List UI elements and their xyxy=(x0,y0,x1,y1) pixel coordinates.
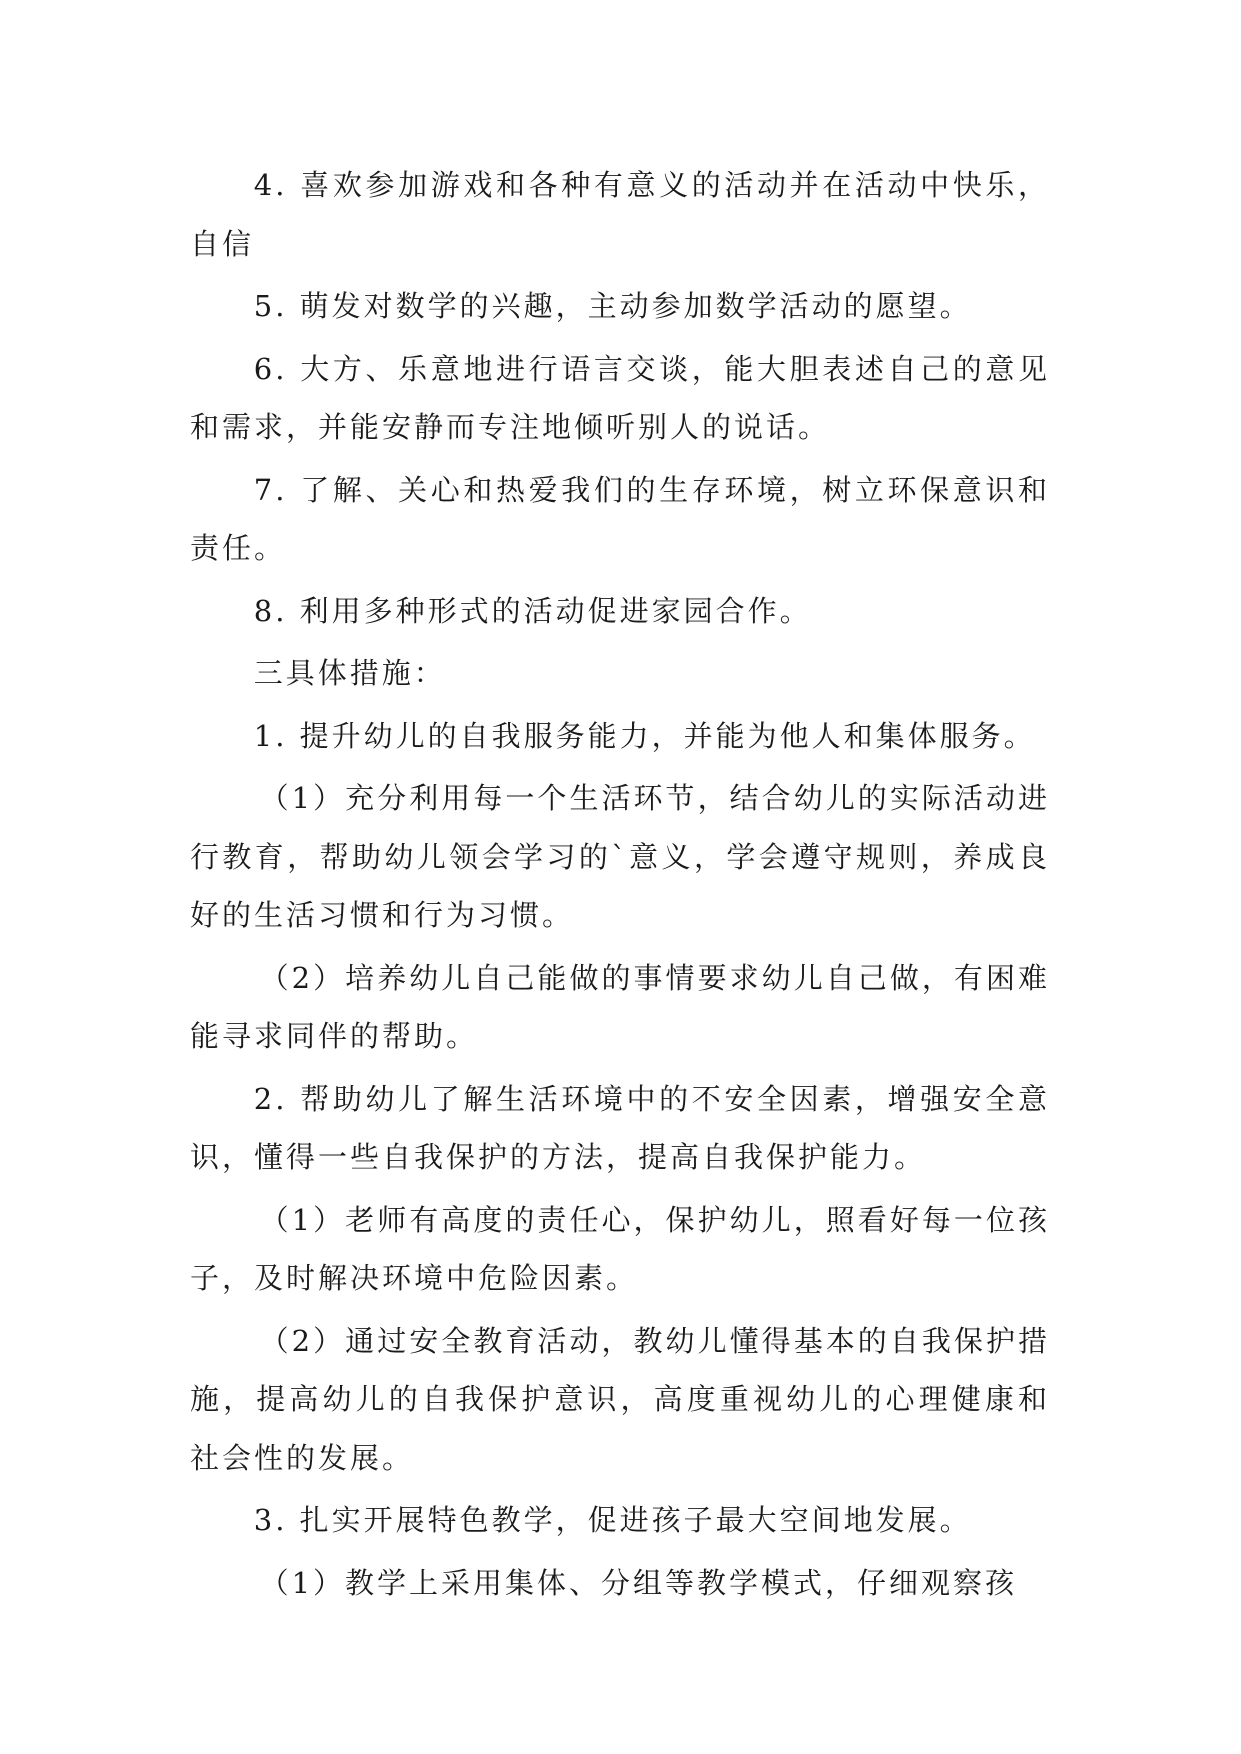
paragraph-measure-1-sub-2: （2）培养幼儿自己能做的事情要求幼儿自己做，有困难能寻求同伴的帮助。 xyxy=(190,960,1050,1053)
paragraph-item-5: 5. 萌发对数学的兴趣，主动参加数学活动的愿望。 xyxy=(253,289,972,323)
paragraph-measure-2-sub-1: （1）老师有高度的责任心，保护幼儿，照看好每一位孩子，及时解决环境中危险因素。 xyxy=(190,1202,1050,1295)
paragraph-item-8: 8. 利用多种形式的活动促进家园合作。 xyxy=(253,593,812,628)
paragraph-item-6: 6. 大方、乐意地进行语言交谈，能大胆表述自己的意见和需求，并能安静而专注地倾听别人的说话。 xyxy=(190,351,1050,444)
paragraph-measure-2-sub-2: （2）通过安全教育活动，教幼儿懂得基本的自我保护措施，提高幼儿的自我保护意识，高度重视幼儿的心理健康和社会性的发展。 xyxy=(190,1323,1050,1475)
paragraph-item-7: 7. 了解、关心和热爱我们的生存环境，树立环保意识和责任。 xyxy=(190,472,1050,565)
section-heading-measures: 三具体措施： xyxy=(253,656,446,690)
paragraph-measure-2: 2. 帮助幼儿了解生活环境中的不安全因素，增强安全意识，懂得一些自我保护的方法，提高自我保护能力。 xyxy=(190,1081,1050,1174)
paragraph-measure-1: 1. 提升幼儿的自我服务能力，并能为他人和集体服务。 xyxy=(253,718,1036,753)
paragraph-measure-3: 3. 扎实开展特色教学，促进孩子最大空间地发展。 xyxy=(253,1503,972,1537)
paragraph-measure-3-sub-1: （1）教学上采用集体、分组等教学模式，仔细观察孩 xyxy=(259,1565,1018,1600)
document-body xyxy=(190,156,1050,1616)
paragraph-measure-1-sub-1: （1）充分利用每一个生活环节，结合幼儿的实际活动进行教育，帮助幼儿领会学习的`意义，学会遵守规则，养成良好的生活习惯和行为习惯。 xyxy=(190,781,1050,932)
paragraph-item-4: 4. 喜欢参加游戏和各种有意义的活动并在活动中快乐，自信 xyxy=(190,168,1050,261)
